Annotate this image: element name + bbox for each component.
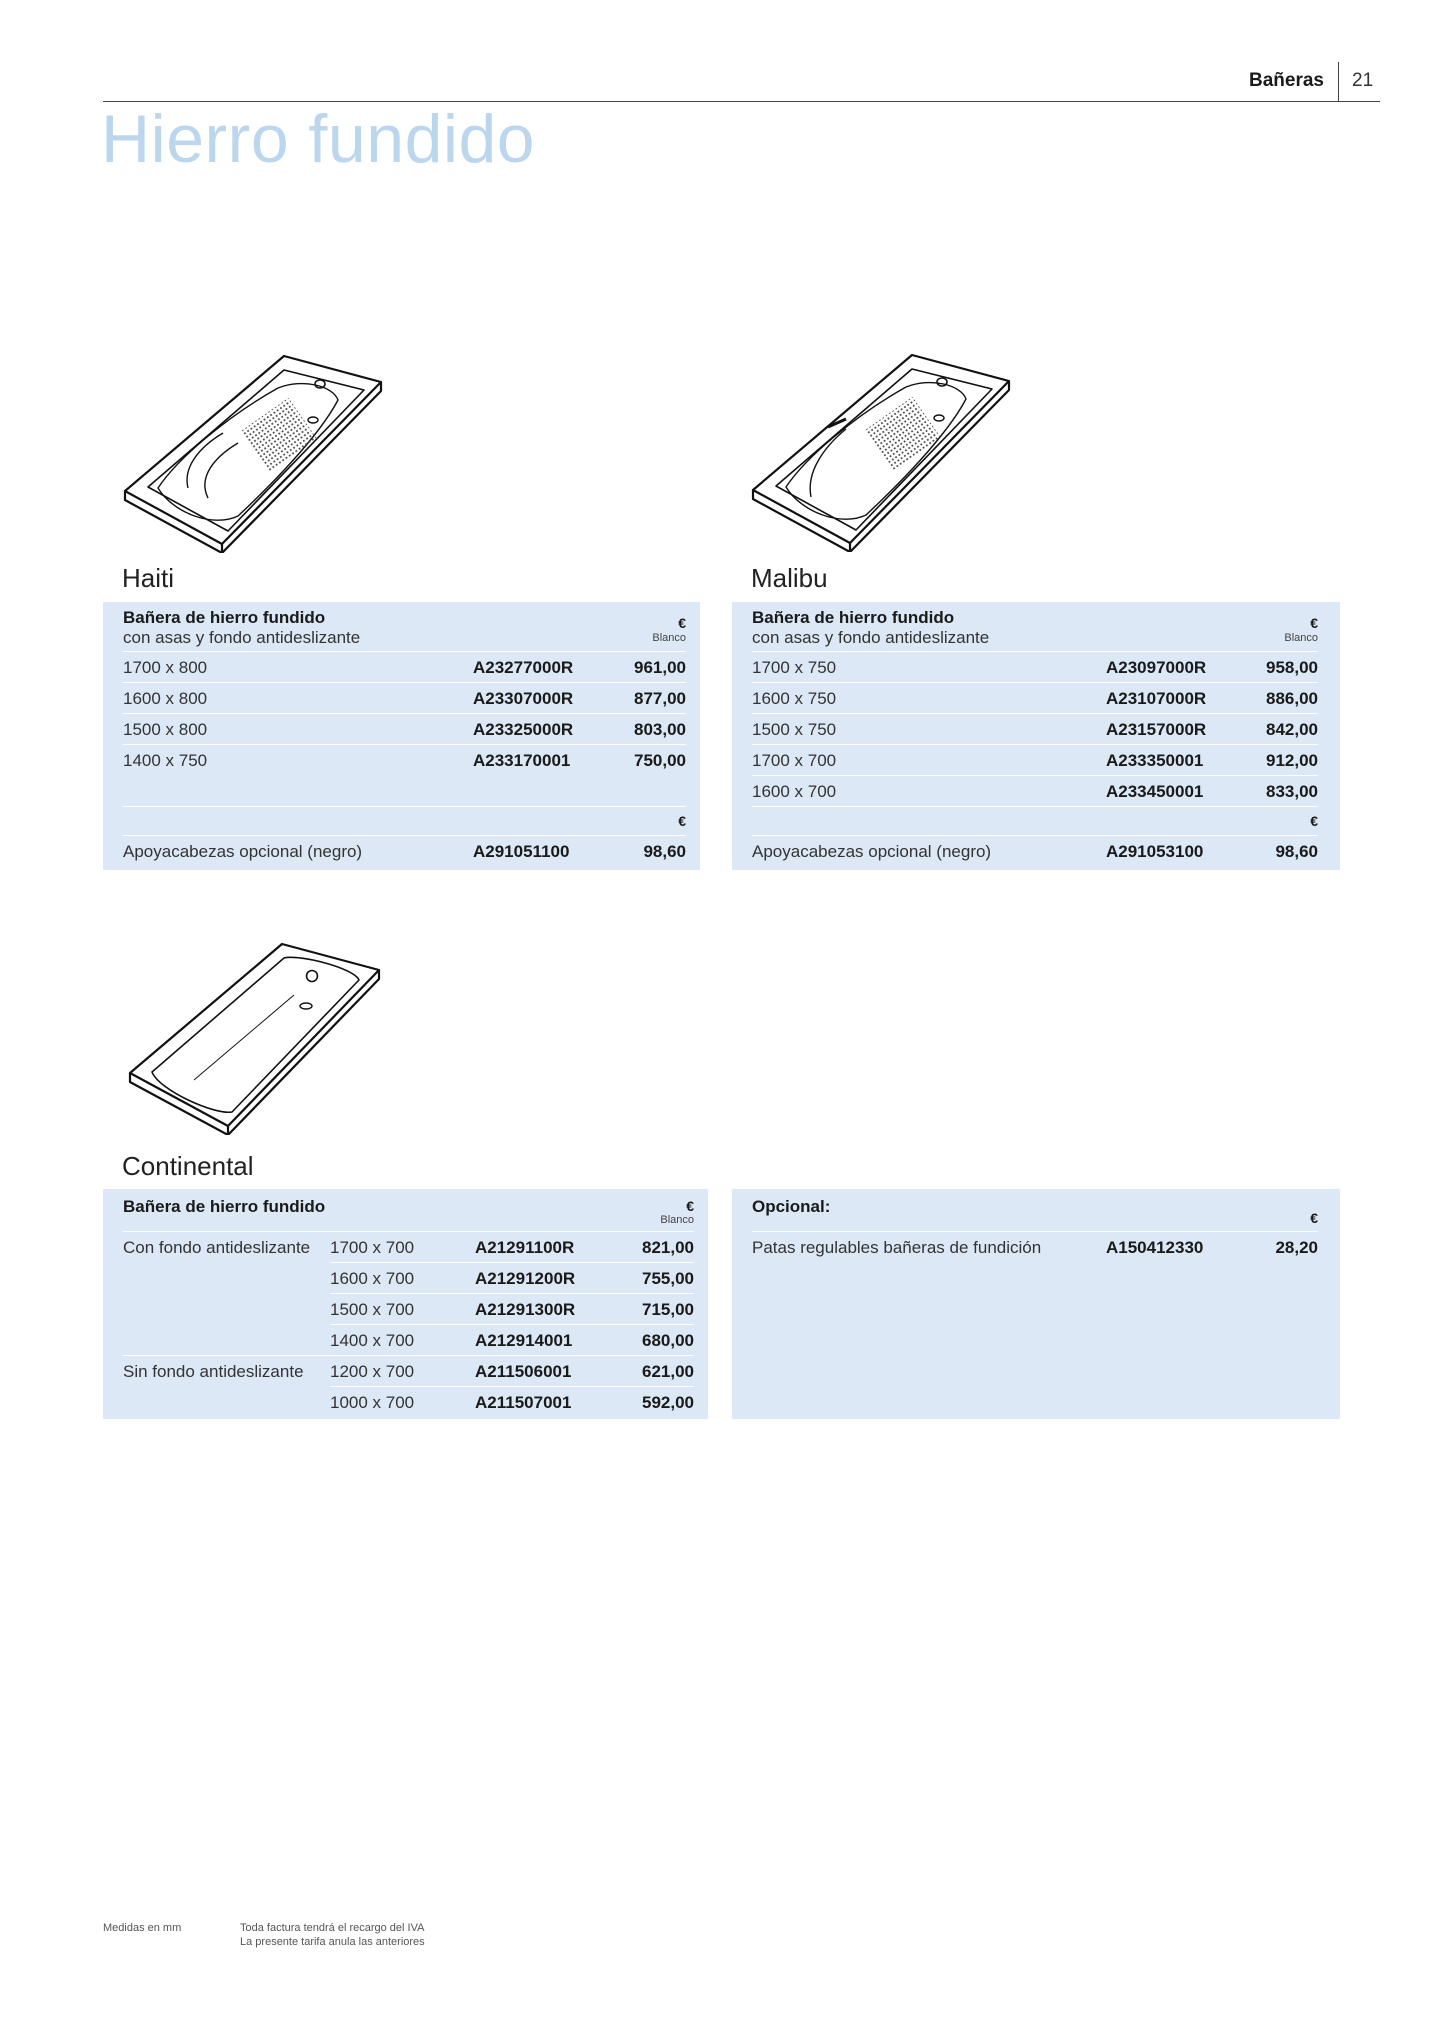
malibu-bathtub-image <box>746 347 1026 552</box>
price-cell: 621,00 <box>642 1362 694 1381</box>
product-name-haiti: Haiti <box>122 563 175 593</box>
price-cell: 842,00 <box>1266 720 1318 739</box>
size-cell: 1700 x 800 <box>123 658 208 677</box>
price-cell: 877,00 <box>634 689 686 708</box>
extra-currency-label: € <box>678 813 686 829</box>
table-row <box>752 682 1318 714</box>
product-name-continental: Continental <box>122 1151 254 1181</box>
code-cell: A233170001 <box>473 751 571 770</box>
group-cell: Sin fondo antideslizante <box>123 1362 304 1381</box>
table-description-title: Bañera de hierro fundido <box>123 1197 326 1216</box>
optional-title: Opcional: <box>752 1197 831 1216</box>
table-row <box>123 744 686 776</box>
code-cell: A23307000R <box>473 689 574 708</box>
extra-label: Apoyacabezas opcional (negro) <box>752 842 992 861</box>
extra-currency-label: € <box>1310 813 1318 829</box>
price-cell: 750,00 <box>634 751 686 770</box>
code-cell: A291051100 <box>473 842 570 861</box>
price-cell: 912,00 <box>1266 751 1318 770</box>
size-cell: 1500 x 750 <box>752 720 837 739</box>
price-cell: 98,60 <box>1275 842 1318 861</box>
size-cell: 1400 x 750 <box>123 751 208 770</box>
footer-iva-note: Toda factura tendrá el recargo del IVA <box>240 1922 425 1934</box>
code-cell: A211507001 <box>475 1393 572 1412</box>
page-number: 21 <box>1352 70 1374 91</box>
table-description-title: Bañera de hierro fundido <box>752 608 955 627</box>
color-label: Blanco <box>1284 632 1318 644</box>
table-row <box>752 744 1318 776</box>
size-cell: 1700 x 700 <box>752 751 837 770</box>
table-description-title: Bañera de hierro fundido <box>123 608 326 627</box>
continental-bathtub-image <box>124 940 394 1135</box>
price-cell: 821,00 <box>642 1238 694 1257</box>
table-row <box>123 713 686 745</box>
header-divider <box>1338 62 1339 102</box>
haiti-bathtub-image <box>118 348 398 553</box>
price-cell: 958,00 <box>1266 658 1318 677</box>
table-description-subtitle: con asas y fondo antideslizante <box>123 628 361 647</box>
optional-price-table <box>732 1189 1340 1419</box>
price-cell: 592,00 <box>642 1393 694 1412</box>
code-cell: A291053100 <box>1106 842 1204 861</box>
code-cell: A23325000R <box>473 720 574 739</box>
price-cell: 886,00 <box>1266 689 1318 708</box>
code-cell: A21291200R <box>475 1269 576 1288</box>
table-row <box>330 1262 694 1294</box>
size-cell: 1500 x 800 <box>123 720 208 739</box>
size-cell: 1500 x 700 <box>330 1300 415 1319</box>
product-name-malibu: Malibu <box>751 563 828 593</box>
group-cell: Con fondo antideslizante <box>123 1238 311 1257</box>
table-row <box>123 1355 694 1387</box>
code-cell: A23157000R <box>1106 720 1207 739</box>
extra-currency-row <box>752 806 1318 838</box>
size-cell: 1200 x 700 <box>330 1362 415 1381</box>
table-row <box>752 775 1318 807</box>
page-title: Hierro fundido <box>101 101 536 177</box>
table-row <box>752 713 1318 745</box>
table-row-extra <box>123 835 686 867</box>
color-label: Blanco <box>660 1214 694 1226</box>
code-cell: A23277000R <box>473 658 574 677</box>
price-cell: 715,00 <box>642 1300 694 1319</box>
size-cell: 1700 x 700 <box>330 1238 415 1257</box>
table-row <box>330 1386 694 1418</box>
table-row <box>123 682 686 714</box>
code-cell: A23097000R <box>1106 658 1207 677</box>
size-cell: 1600 x 700 <box>752 782 837 801</box>
code-cell: A150412330 <box>1106 1238 1204 1257</box>
code-cell: A233350001 <box>1106 751 1204 770</box>
table-description-subtitle: con asas y fondo antideslizante <box>752 628 990 647</box>
size-cell: 1000 x 700 <box>330 1393 415 1412</box>
footer-units: Medidas en mm <box>103 1922 182 1934</box>
table-row <box>330 1324 694 1356</box>
price-cell: 28,20 <box>1275 1238 1318 1257</box>
code-cell: A21291100R <box>475 1238 575 1257</box>
price-cell: 803,00 <box>634 720 686 739</box>
size-cell: 1600 x 800 <box>123 689 208 708</box>
table-row <box>752 1231 1318 1263</box>
continental-price-table <box>103 1189 708 1419</box>
size-cell: 1400 x 700 <box>330 1331 415 1350</box>
table-row <box>752 651 1318 683</box>
code-cell: A21291300R <box>475 1300 576 1319</box>
code-cell: A211506001 <box>475 1362 572 1381</box>
haiti-price-table <box>103 602 700 870</box>
item-label: Patas regulables bañeras de fundición <box>752 1238 1042 1257</box>
size-cell: 1600 x 700 <box>330 1269 415 1288</box>
table-row <box>123 651 686 683</box>
code-cell: A233450001 <box>1106 782 1204 801</box>
section-label: Bañeras <box>1249 70 1324 91</box>
currency-label: € <box>1310 615 1318 631</box>
size-cell: 1600 x 750 <box>752 689 837 708</box>
table-row <box>123 1231 694 1263</box>
footer-notes <box>240 1921 425 1949</box>
price-cell: 961,00 <box>634 658 686 677</box>
currency-label: € <box>1310 1210 1318 1226</box>
currency-label: € <box>686 1198 694 1214</box>
extra-currency-row <box>123 806 686 838</box>
code-cell: A212914001 <box>475 1331 573 1350</box>
price-cell: 680,00 <box>642 1331 694 1350</box>
price-cell: 755,00 <box>642 1269 694 1288</box>
size-cell: 1700 x 750 <box>752 658 837 677</box>
footer-tariff-note: La presente tarifa anula las anteriores <box>240 1936 425 1948</box>
table-row-extra <box>752 835 1318 867</box>
price-cell: 833,00 <box>1266 782 1318 801</box>
extra-label: Apoyacabezas opcional (negro) <box>123 842 363 861</box>
price-cell: 98,60 <box>643 842 686 861</box>
malibu-price-table <box>732 602 1340 870</box>
color-label: Blanco <box>652 632 686 644</box>
code-cell: A23107000R <box>1106 689 1207 708</box>
table-row <box>330 1293 694 1325</box>
currency-label: € <box>678 615 686 631</box>
